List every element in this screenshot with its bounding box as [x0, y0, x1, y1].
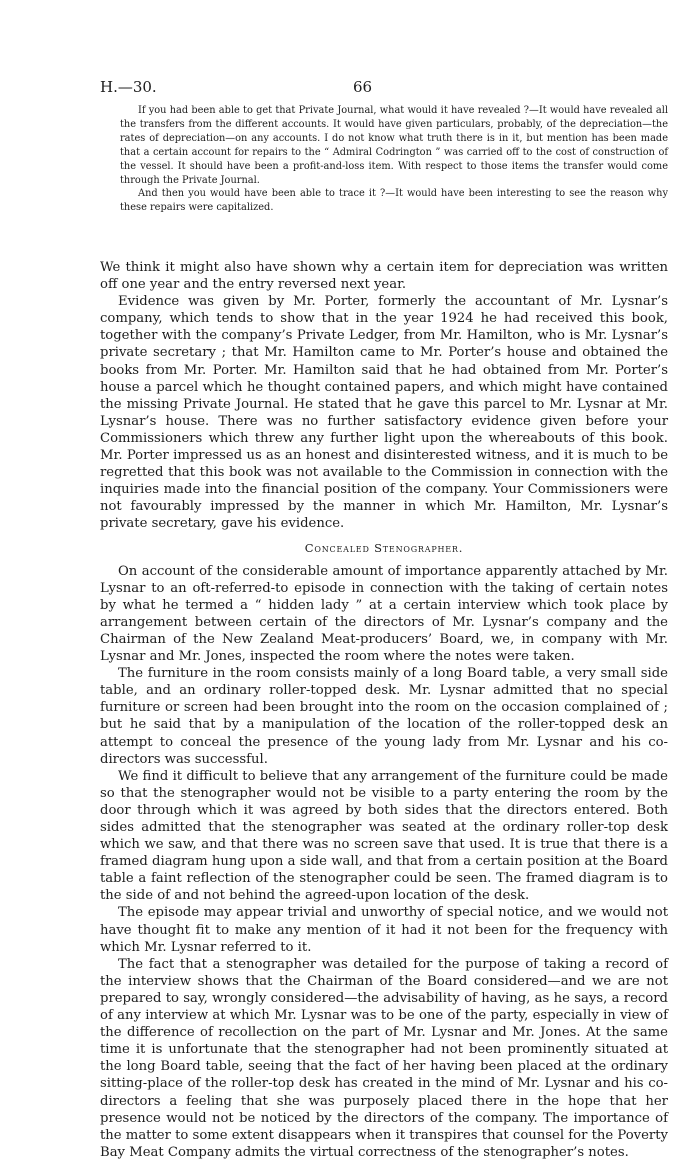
- body-paragraph: We find it difficult to believe that any arrangement of the furniture could be made so that the stenographer would not be visible to a party entering the room by the door through which it was agreed by both sides that the directors entered. Both sides admitted that the stenographer was seated at the ordinary roller-top desk which we saw, and that there was no screen save that used. It is true that there is a framed diagram hung upon a side wall, and that from a certain position at the Board table a faint reflection of the stenographer could be seen. The framed diagram is to the side of and not behind the agreed-upon location of the desk.: [100, 768, 668, 904]
- page-number: 66: [353, 78, 373, 96]
- body-text: [100, 259, 668, 1161]
- quoted-evidence: [120, 104, 668, 215]
- page-header: [100, 78, 680, 98]
- document-reference: H.—30.: [100, 78, 157, 96]
- body-paragraph: Evidence was given by Mr. Porter, formerly the accountant of Mr. Lysnar’s company, which tends to show that in the year 1924 he had received this book, together with the company’s Private Ledger, from Mr. Hamilton, who is Mr. Lysnar’s private secretary ; that Mr. Hamilton came to Mr. Porter’s house and obtained the books from Mr. Porter. Mr. Hamilton said that he had obtained from Mr. Porter’s house a parcel which he thought contained papers, and which might have contained the missing Private Journal. He stated that he gave this parcel to Mr. Lysnar at Mr. Lysnar’s house. There was no further satisfactory evidence given before your Commissioners which threw any further light upon the whereabouts of this book. Mr. Porter impressed us as an honest and disinterested witness, and it is much to be regretted that this book was not available to the Commission in connection with the inquiries made into the financial position of the company. Your Commissioners were not favourably impressed by the manner in which Mr. Hamilton, Mr. Lysnar’s private secretary, gave his evidence.: [100, 294, 668, 532]
- body-paragraph: The fact that a stenographer was detailed for the purpose of taking a record of the interview shows that the Chairman of the Board considered—and we are not prepared to say, wrongly considered—the advisability of having, as he says, a record of any interview at which Mr. Lysnar was to be one of the party, especially in view of the difference of recollection on the part of Mr. Lysnar and Mr. Jones. At the same time it is unfortunate that the stenographer had not been prominently situated at the long Board table, seeing that the fact of her having been placed at the ordinary sitting-place of the roller-top desk has created in the mind of Mr. Lysnar and his co-directors a feeling that she was purposely placed there in the hope that her presence would not be noticed by the directors of the company. The importance of the matter to some extent disappears when it transpires that counsel for the Poverty Bay Meat Company admits the virtual correctness of the stenographer’s notes.: [100, 956, 668, 1160]
- body-paragraph: We think it might also have shown why a certain item for depreciation was written off one year and the entry reversed next year.: [100, 260, 668, 293]
- body-paragraph: On account of the considerable amount of importance apparently attached by Mr. Lysnar to an oft-referred-to episode in connection with the taking of certain notes by what he termed a “ hidden lady ” at a certain interview which took place by arrangement between certain of the directors of Mr. Lysnar’s company and the Chairman of the New Zealand Meat-producers’ Board, we, in company with Mr. Lysnar and Mr. Jones, inspected the room where the notes were taken.: [100, 563, 668, 665]
- body-paragraph: The furniture in the room consists mainly of a long Board table, a very small side table, and an ordinary roller-topped desk. Mr. Lysnar admitted that no special furniture or screen had been brought into the room on the occasion complained of ; but he said that by a manipulation of the location of the roller-topped desk an attempt to conceal the presence of the young lady from Mr. Lysnar and his co-directors was successful.: [100, 666, 668, 767]
- quote-paragraph: If you had been able to get that Private Journal, what would it have revealed ?—It would have revealed all the transfers from the different accounts. It would have given particulars, probably, of the depreciation—the rates of depreciation—on any accounts. I do not know what truth there is in it, but mention has been made that a certain account for repairs to the “ Admiral Codrington ” was carried off to the cost of construction of the vessel. It should have been a profit-and-loss item. With respect to those items the transfer would come through the Private Journal.: [120, 105, 668, 186]
- body-paragraph: The episode may appear trivial and unworthy of special notice, and we would not have thought fit to make any mention of it had it not been for the frequency with which Mr. Lysnar referred to it.: [100, 905, 668, 955]
- section-heading: Concealed Stenographer.: [304, 540, 464, 555]
- quote-paragraph: And then you would have been able to trace it ?—It would have been interesting to see the reason why these repairs were capitalized.: [120, 188, 668, 214]
